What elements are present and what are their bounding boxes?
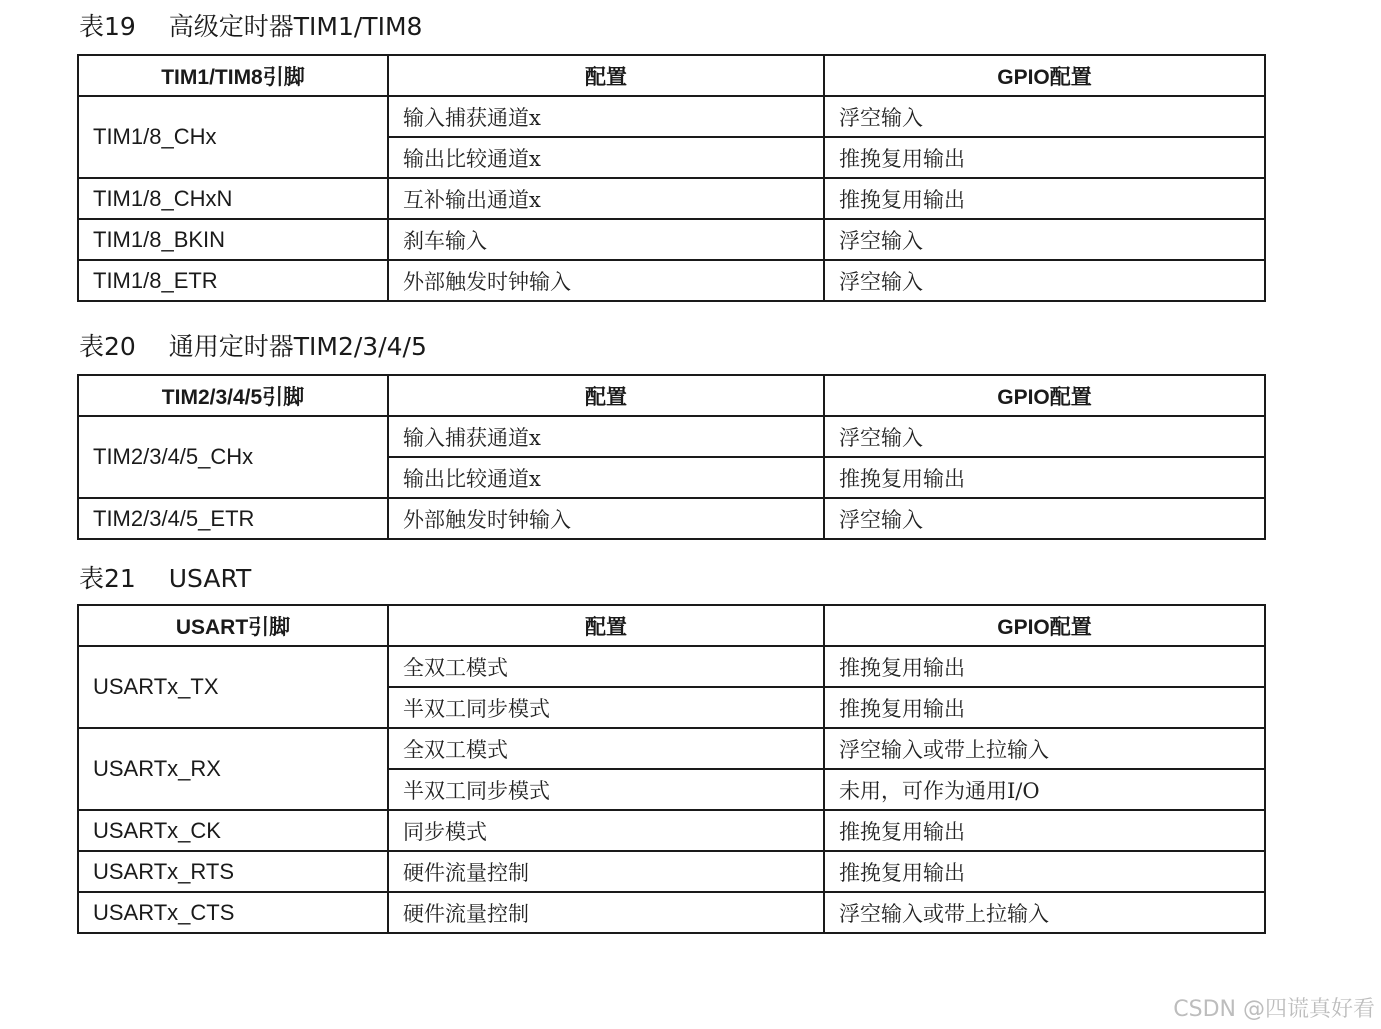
table20-caption: 表20 通用定时器TIM2/3/4/5 xyxy=(79,332,427,361)
gpio-cell: 推挽复用输出 xyxy=(824,687,1265,728)
column-header-config: 配置 xyxy=(388,605,824,646)
config-cell: 输入捕获通道x xyxy=(388,416,824,457)
column-header-pin: TIM2/3/4/5引脚 xyxy=(78,375,388,416)
config-cell: 输入捕获通道x xyxy=(388,96,824,137)
table20 xyxy=(77,374,1266,540)
table19-caption: 表19 高级定时器TIM1/TIM8 xyxy=(79,12,423,41)
table-row xyxy=(78,810,1265,851)
table-header-row xyxy=(78,375,1265,416)
table21-caption: 表21 USART xyxy=(79,564,252,593)
config-cell: 互补输出通道x xyxy=(388,178,824,219)
table-row xyxy=(78,728,1265,769)
gpio-cell: 浮空输入或带上拉输入 xyxy=(824,892,1265,933)
pin-cell: TIM1/8_ETR xyxy=(78,260,388,301)
config-cell: 半双工同步模式 xyxy=(388,687,824,728)
config-cell: 全双工模式 xyxy=(388,728,824,769)
table-row xyxy=(78,851,1265,892)
pin-cell: TIM1/8_CHx xyxy=(78,96,388,178)
config-cell: 输出比较通道x xyxy=(388,457,824,498)
gpio-cell: 浮空输入 xyxy=(824,498,1265,539)
config-cell: 全双工模式 xyxy=(388,646,824,687)
gpio-cell: 浮空输入 xyxy=(824,416,1265,457)
pin-cell: USARTx_RTS xyxy=(78,851,388,892)
gpio-cell: 推挽复用输出 xyxy=(824,851,1265,892)
config-cell: 输出比较通道x xyxy=(388,137,824,178)
table-row xyxy=(78,260,1265,301)
table19 xyxy=(77,54,1266,302)
pin-cell: TIM1/8_BKIN xyxy=(78,219,388,260)
column-header-gpio: GPIO配置 xyxy=(824,605,1265,646)
table-row xyxy=(78,416,1265,457)
gpio-cell: 浮空输入 xyxy=(824,219,1265,260)
config-cell: 同步模式 xyxy=(388,810,824,851)
column-header-config: 配置 xyxy=(388,55,824,96)
column-header-gpio: GPIO配置 xyxy=(824,375,1265,416)
pin-cell: USARTx_TX xyxy=(78,646,388,728)
table-row xyxy=(78,892,1265,933)
column-header-gpio: GPIO配置 xyxy=(824,55,1265,96)
pin-cell: TIM2/3/4/5_ETR xyxy=(78,498,388,539)
config-cell: 外部触发时钟输入 xyxy=(388,498,824,539)
pin-cell: TIM2/3/4/5_CHx xyxy=(78,416,388,498)
table-row xyxy=(78,96,1265,137)
table-row xyxy=(78,178,1265,219)
table21 xyxy=(77,604,1266,934)
table-row xyxy=(78,646,1265,687)
pin-cell: TIM1/8_CHxN xyxy=(78,178,388,219)
gpio-cell: 浮空输入 xyxy=(824,260,1265,301)
gpio-cell: 推挽复用输出 xyxy=(824,457,1265,498)
table-row xyxy=(78,498,1265,539)
column-header-config: 配置 xyxy=(388,375,824,416)
watermark: CSDN @四谎真好看 xyxy=(1173,997,1375,1022)
column-header-pin: TIM1/TIM8引脚 xyxy=(78,55,388,96)
pin-cell: USARTx_CK xyxy=(78,810,388,851)
gpio-cell: 推挽复用输出 xyxy=(824,646,1265,687)
column-header-pin: USART引脚 xyxy=(78,605,388,646)
config-cell: 硬件流量控制 xyxy=(388,892,824,933)
gpio-cell: 推挽复用输出 xyxy=(824,810,1265,851)
gpio-cell: 浮空输入 xyxy=(824,96,1265,137)
table-header-row xyxy=(78,55,1265,96)
gpio-cell: 推挽复用输出 xyxy=(824,178,1265,219)
config-cell: 刹车输入 xyxy=(388,219,824,260)
gpio-cell: 未用，可作为通用I/O xyxy=(824,769,1265,810)
gpio-cell: 推挽复用输出 xyxy=(824,137,1265,178)
pin-cell: USARTx_RX xyxy=(78,728,388,810)
pin-cell: USARTx_CTS xyxy=(78,892,388,933)
config-cell: 半双工同步模式 xyxy=(388,769,824,810)
config-cell: 外部触发时钟输入 xyxy=(388,260,824,301)
gpio-cell: 浮空输入或带上拉输入 xyxy=(824,728,1265,769)
table-row xyxy=(78,219,1265,260)
table-header-row xyxy=(78,605,1265,646)
config-cell: 硬件流量控制 xyxy=(388,851,824,892)
